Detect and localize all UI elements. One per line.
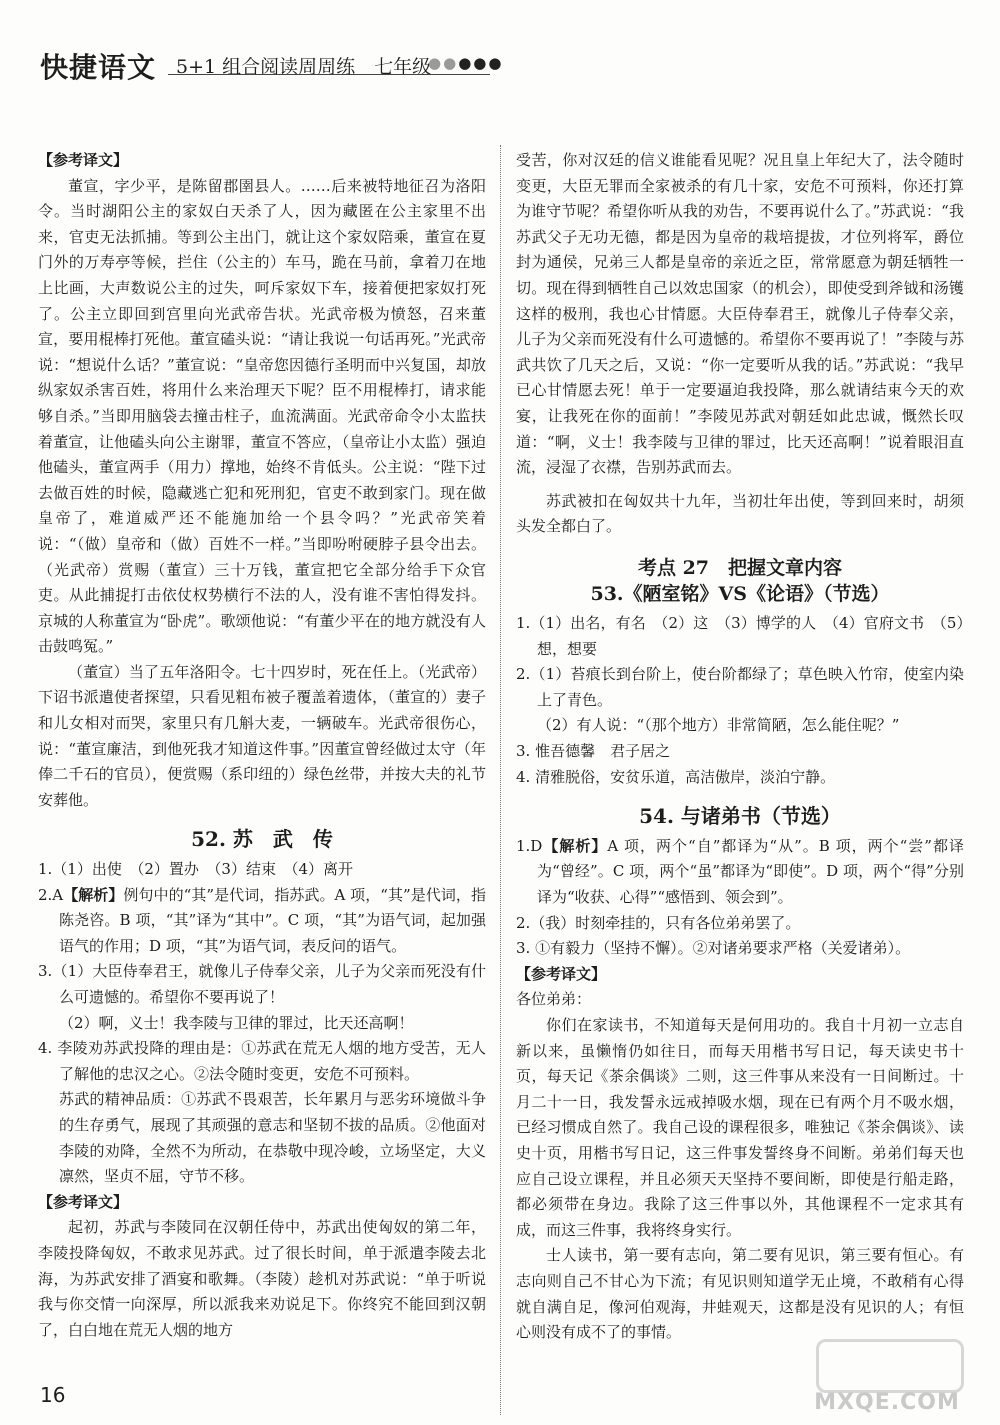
column-divider xyxy=(500,145,501,1415)
page-number: 16 xyxy=(40,1383,66,1407)
answer-2-part-1: 2.（1）苔痕长到台阶上，使台阶都绿了；草色映入竹帘，使室内染上了青色。 xyxy=(516,665,964,709)
dot-icon: ● xyxy=(488,54,504,72)
right-column xyxy=(516,148,964,1393)
paragraph: 士人读书，第一要有志向，第二要有见识，第三要有恒心。有志向则自己不甘心为下流；有见识则知道学无止境，不敢稍有心得就自满自足，像河伯观海，井蛙观天，这都是没有见识的人；有恒心则没有成不了的事情。 xyxy=(516,1246,964,1342)
answer-3-part-2: （2）啊，义士！我李陵与卫律的罪过，比天还高啊！ xyxy=(59,1013,414,1032)
analysis-tag: 【解析】 xyxy=(542,836,608,855)
answer-2-part-2: （2）有人说：“（那个地方）非常简陋，怎么能住呢？” xyxy=(537,716,900,735)
answer-3: 3. 惟吾德馨 君子居之 xyxy=(516,742,671,761)
series-subtitle: 5+1 组合阅读周周练 七年级 xyxy=(176,56,432,78)
dot-icon: ● xyxy=(428,54,444,72)
answer-3: 3. ①有毅力（坚持不懈）。②对诸弟要求严格（关爱诸弟）。 xyxy=(516,939,911,958)
answer-3-part-1: 3.（1）大臣侍奉君王，就像儿子侍奉父亲，儿子为父亲而死没有什么可遗憾的。希望你不要再说了！ xyxy=(38,962,486,1006)
paragraph: （董宣）当了五年洛阳令。七十四岁时，死在任上。（光武帝）下诏书派遣使者探望，只看见粗布被子覆盖着遗体，（董宣的）妻子和儿女相对而哭，家里只有几斛大麦，一辆破车。光武帝很伤心，说：“董宣廉洁，到他死我才知道这件事。”因董宣曾经做过太守（年俸二千石的官员），便赏赐（系印纽的）绿色丝带，并按大夫的礼节安葬他。 xyxy=(38,662,486,809)
dot-icon: ● xyxy=(443,54,459,72)
answer-4-part-1: 4. 李陵劝苏武投降的理由是：①苏武在荒无人烟的地方受苦，无人了解他的忠汉之心。②法令随时变更，安危不可预料。 xyxy=(38,1039,486,1083)
answer-2: 2.（我）时刻牵挂的，只有各位弟弟罢了。 xyxy=(516,913,801,932)
level-dots xyxy=(428,54,503,72)
analysis-text: 例句中的“其”是代词，指苏武。A 项，“其”是代词，指陈尧咨。B 项，“其”译为“其中”。C 项，“其”为语气词，起加强语气的作用；D 项，“其”为语气词，表反问的语气。 xyxy=(59,885,486,955)
brand-title: 快捷语文 xyxy=(40,51,157,84)
paragraph: 受苦，你对汉廷的信义谁能看见呢？况且皇上年纪大了，法令随时变更，大臣无罪而全家被杀的有几十家，安危不可预料，你还打算为谁守节呢？希望你听从我的劝告，不要再说什么了。”苏武说：“我苏武父子无功无德，都是因为皇帝的栽培提拔，才位列将军，爵位封为通侯，兄弟三人都是皇帝的亲近之臣，常常愿意为朝廷牺牲一切。现在得到牺牲自己以效忠国家（的机会），即使受到斧钺和汤镬这样的极刑，我也心甘情愿。大臣侍奉君王，就像儿子侍奉父亲，儿子为父亲而死没有什么可遗憾的。希望你不要再说了！”李陵与苏武共饮了几天之后，又说：“你一定要听从我的话。”苏武说：“我早已心甘情愿去死！单于一定要逼迫我投降，那么就请结束今天的欢宴，让我死在你的面前！”李陵见苏武对朝廷如此忠诚，慨然长叹道：“啊，义士！我李陵与卫律的罪过，比天还高啊！”说着眼泪直流，浸湿了衣襟，告别苏武而去。 xyxy=(516,151,964,477)
answer-1: 1.（1）出名，有名 （2）这 （3）博学的人 （4）官府文书 （5）想，想要 xyxy=(516,614,964,658)
answer-4-part-2: 苏武的精神品质：①苏武不畏艰苦，长年累月与恶劣环境做斗争的生存勇气，展现了其顽强的意志和坚韧不拔的品质。②他面对李陵的劝降，全然不为所动，在恭敬中现冷峻，立场坚定，大义凛然，坚贞不屈，守节不移。 xyxy=(59,1090,486,1186)
dot-icon: ● xyxy=(473,54,489,72)
watermark-logo-icon xyxy=(816,1339,964,1393)
answer-1 xyxy=(516,834,964,911)
answer-number: 1.D xyxy=(516,836,543,855)
section-title-53: 53.《陋室铭》VS《论语》（节选） xyxy=(590,582,890,605)
paragraph: 起初，苏武与李陵同在汉朝任侍中，苏武出使匈奴的第二年，李陵投降匈奴，不敢求见苏武。过了很长时间，单于派遣李陵去北海，为苏武安排了酒宴和歌舞。（李陵）趁机对苏武说：“单于听说我与你交情一向深厚，所以派我来劝说足下。你终究不能回到汉朝了，白白地在荒无人烟的地方 xyxy=(38,1218,486,1339)
left-column xyxy=(38,148,486,1393)
answer-4: 4. 清雅脱俗，安贫乐道，高洁傲岸，淡泊宁静。 xyxy=(516,767,836,786)
analysis-tag: 【解析】 xyxy=(63,885,124,904)
answer-number: 2.A xyxy=(38,885,64,904)
watermark xyxy=(802,1337,972,1415)
section-title-52: 52. 苏 武 传 xyxy=(191,827,333,852)
paragraph: 苏武被扣在匈奴共十九年，当初壮年出使，等到回来时，胡须头发全都白了。 xyxy=(516,491,964,536)
reference-translation-label: 【参考译文】 xyxy=(38,1192,129,1211)
watermark-url: MXQE.COM xyxy=(814,1390,960,1415)
dot-icon: ● xyxy=(458,54,474,72)
greeting: 各位弟弟： xyxy=(516,990,592,1009)
section-title-54: 54. 与诸弟书（节选） xyxy=(639,804,841,829)
reference-translation-label: 【参考译文】 xyxy=(38,151,129,169)
exam-point-title: 考点 27 把握文章内容 xyxy=(637,556,843,579)
paragraph: 你们在家读书，不知道每天是何用功的。我自十月初一立志自新以来，虽懒惰仍如往日，而每天用楷书写日记，每天读史书十页，每天记《茶余偶谈》二则，这三件事从来没有一日间断过。十月二十一日，我发誓永远戒掉吸水烟，现在已有两个月不吸水烟，已经习惯成自然了。我自己设的课程很多，唯独记《茶余偶谈》、读史十页，用楷书写日记，这三件事发誓终身不间断。弟弟们每天也应自己设立课程，并且必须天天坚持不要间断，即使是行船走路，都必须带在身边。我除了这三件事以外，其他课程不一定求其有成，而这三件事，我将终身实行。 xyxy=(516,1016,964,1239)
answer-2 xyxy=(38,883,486,960)
answer-1: 1.（1）出使 （2）置办 （3）结束 （4）离开 xyxy=(38,860,353,879)
paragraph: 董宣，字少平，是陈留郡圉县人。……后来被特地征召为洛阳令。当时湖阳公主的家奴白天杀了人，因为藏匿在公主家里不出来，官吏无法抓捕。等到公主出门，就让这个家奴陪乘，董宣在夏门外的万寿亭等候，拦住（公主的）车马，跪在马前，拿着刀在地上比画，大声数说公主的过失，呵斥家奴下车，接着便把家奴打死了。公主立即回到宫里向光武帝告状。光武帝极为愤怒，召来董宣，要用棍棒打死他。董宣磕头说：“请让我说一句话再死。”光武帝说：“想说什么话？”董宣说：“皇帝您因德行圣明而中兴复国，却放纵家奴杀害百姓，将用什么来治理天下呢？臣不用棍棒打，请求能够自杀。”当即用脑袋去撞击柱子，血流满面。光武帝命令小太监扶着董宣，让他磕头向公主谢罪，董宣不答应，（皇帝让小太监）强迫他磕头，董宣两手（用力）撑地，始终不肯低头。公主说：“陛下过去做百姓的时候，隐藏逃亡犯和死刑犯，官吏不敢到家门。现在做皇帝了，难道威严还不能施加给一个县令吗？”光武帝笑着说：“（做）皇帝和（做）百姓不一样。”当即吩咐硬脖子县令出去。（光武帝）赏赐（董宣）三十万钱，董宣把它全部分给手下众官吏。从此捕捉打击依仗权势横行不法的人，没有谁不害怕得发抖。京城的人称董宣为“卧虎”。歌颂他说：“有董少平在的地方就没有人击鼓鸣冤。” xyxy=(38,176,486,656)
analysis-text: A 项，两个“自”都译为“从”。B 项，两个“尝”都译为“曾经”。C 项，两个“虽”都译为“即使”。D 项，两个“得”分别译为“收获、心得”“感悟到、领会到”。 xyxy=(537,836,964,907)
reference-translation-label: 【参考译文】 xyxy=(516,964,607,983)
header-rule xyxy=(168,74,490,75)
page-header xyxy=(40,40,960,84)
